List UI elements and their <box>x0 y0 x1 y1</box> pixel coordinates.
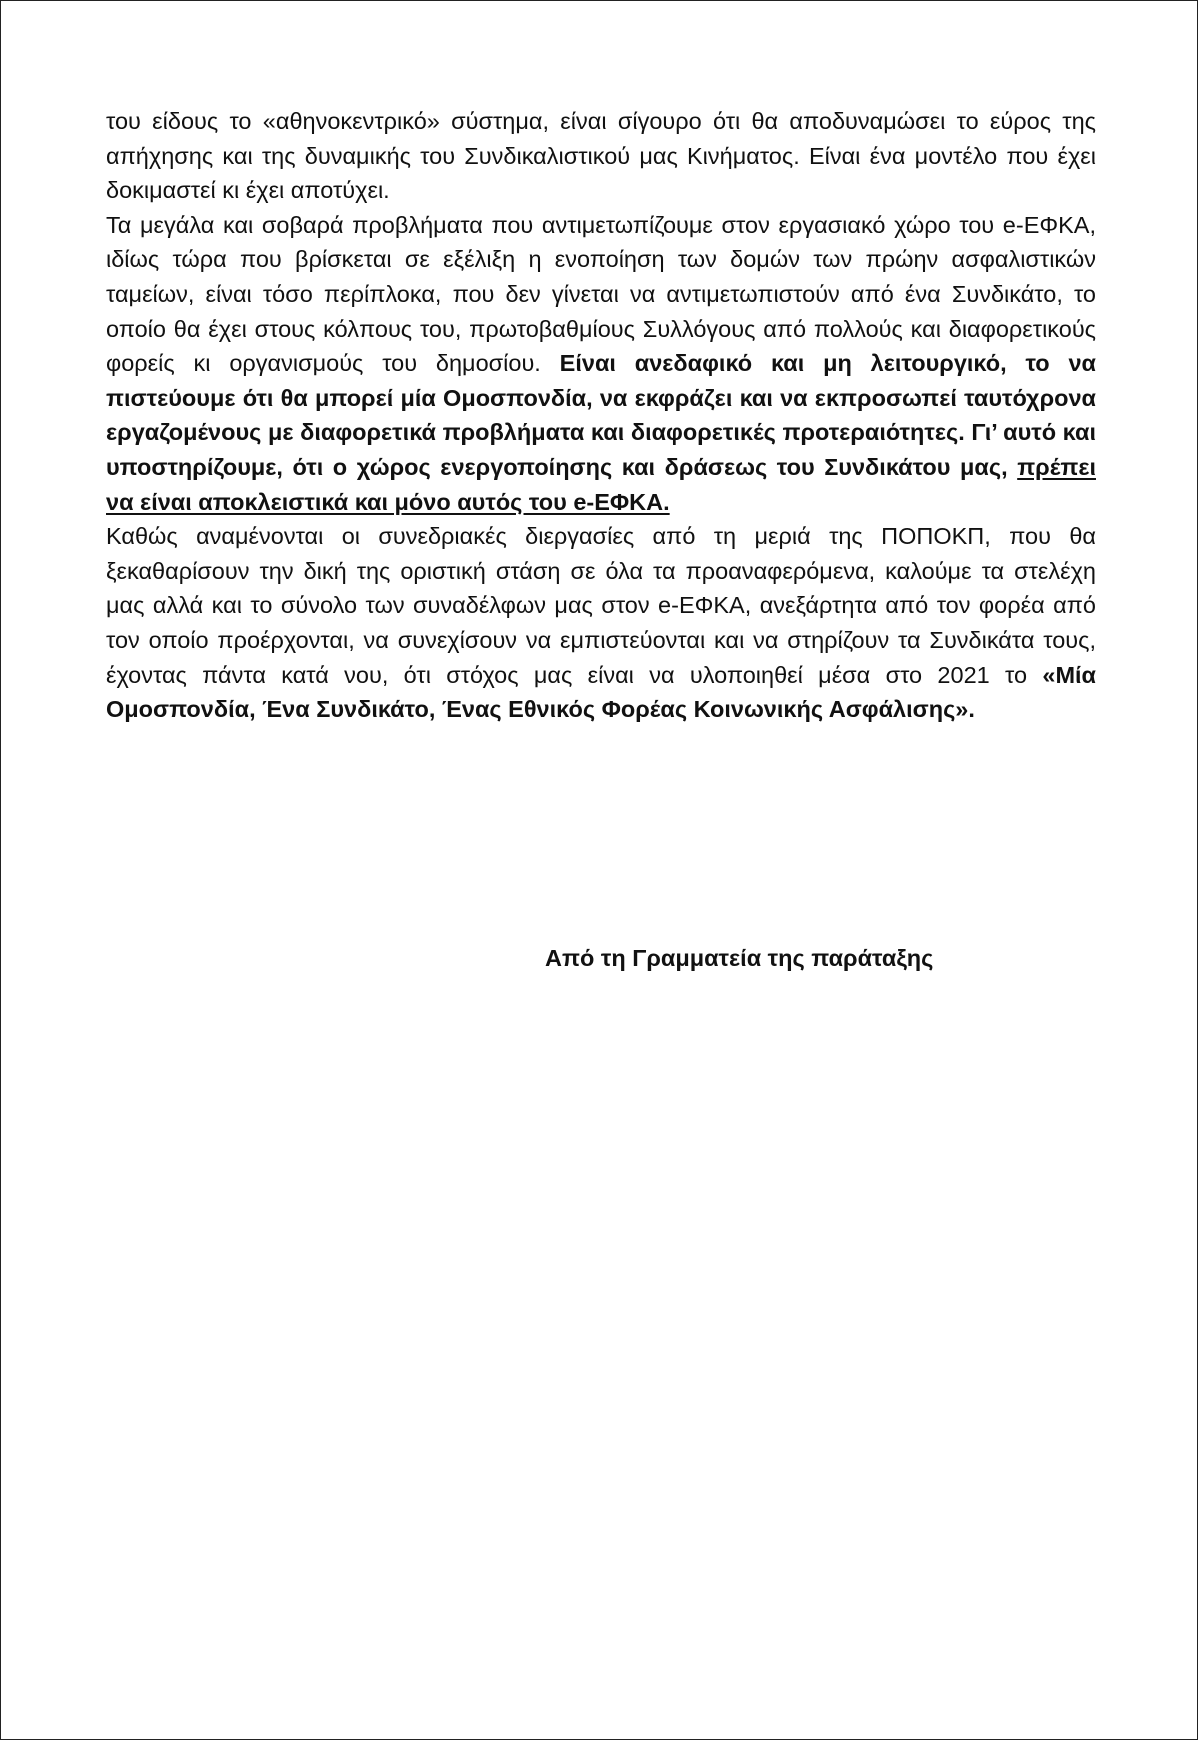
paragraph-2-text: Τα μεγάλα και σοβαρά προβλήματα που αντιμετωπίζουμε στον εργασιακό χώρο του e-ΕΦΚΑ, ιδίως τώρα που βρίσκεται σε εξέλιξη η ενοποίηση των δομών των πρώην ασφαλιστικών ταμείων, είναι τόσο περίπλοκα, που δεν γίνεται να αντιμετωπιστούν από ένα Συνδικάτο, το οποίο θα έχει στους κόλπους του, πρωτοβαθμίους Συλλόγους από πολλούς και διαφορετικούς φορείς κι οργανισμούς του δημοσίου. <box>106 211 1096 377</box>
paragraph-3 <box>106 519 1096 727</box>
paragraph-2-bold-underlined-text: πρέπει να είναι αποκλειστικά και μόνο αυτός του e-ΕΦΚΑ. <box>106 453 1096 515</box>
paragraph-1 <box>106 104 1096 208</box>
paragraph-1-text: του είδους το «αθηνοκεντρικό» σύστημα, είναι σίγουρο ότι θα αποδυναμώσει το εύρος της απήχησης και της δυναμικής του Συνδικαλιστικού μας Κινήματος. Είναι ένα μοντέλο που έχει δοκιμαστεί κι έχει αποτύχει. <box>106 108 1096 204</box>
paragraph-2-bold-text: Είναι ανεδαφικό και μη λειτουργικό, το να πιστεύουμε ότι θα μπορεί μία Ομοσπονδία, να εκφράζει και να εκπροσωπεί ταυτόχρονα εργαζομένους με διαφορετικά προβλήματα και διαφορετικές προτεραιότητες. Γι’ αυτό και υποστηρίζουμε, ότι ο χώρος ενεργοποίησης και δράσεως του Συνδικάτου μας, <box>106 350 1096 480</box>
signature-line: Από τη Γραμματεία της παράταξης <box>545 945 934 971</box>
paragraph-3-text: Καθώς αναμένονται οι συνεδριακές διεργασίες από τη μεριά της ΠΟΠΟΚΠ, που θα ξεκαθαρίσουν την δική της οριστική στάση σε όλα τα προαναφερόμενα, καλούμε τα στελέχη μας αλλά και το σύνολο των συναδέλφων μας στον e-ΕΦΚΑ, ανεξάρτητα από τον φορέα από τον οποίο προέρχονται, να συνεχίσουν να εμπιστεύονται και να στηρίζουν τα Συνδικάτα τους, έχοντας πάντα κατά νου, ότι στόχος μας είναι να υλοποιηθεί μέσα στο 2021 το <box>106 523 1096 688</box>
paragraph-2 <box>106 208 1096 519</box>
document-body <box>106 104 1096 727</box>
paragraph-3-bold-text: «Μία Ομοσπονδία, Ένα Συνδικάτο, Ένας Εθνικός Φορέας Κοινωνικής Ασφάλισης». <box>106 661 1096 723</box>
